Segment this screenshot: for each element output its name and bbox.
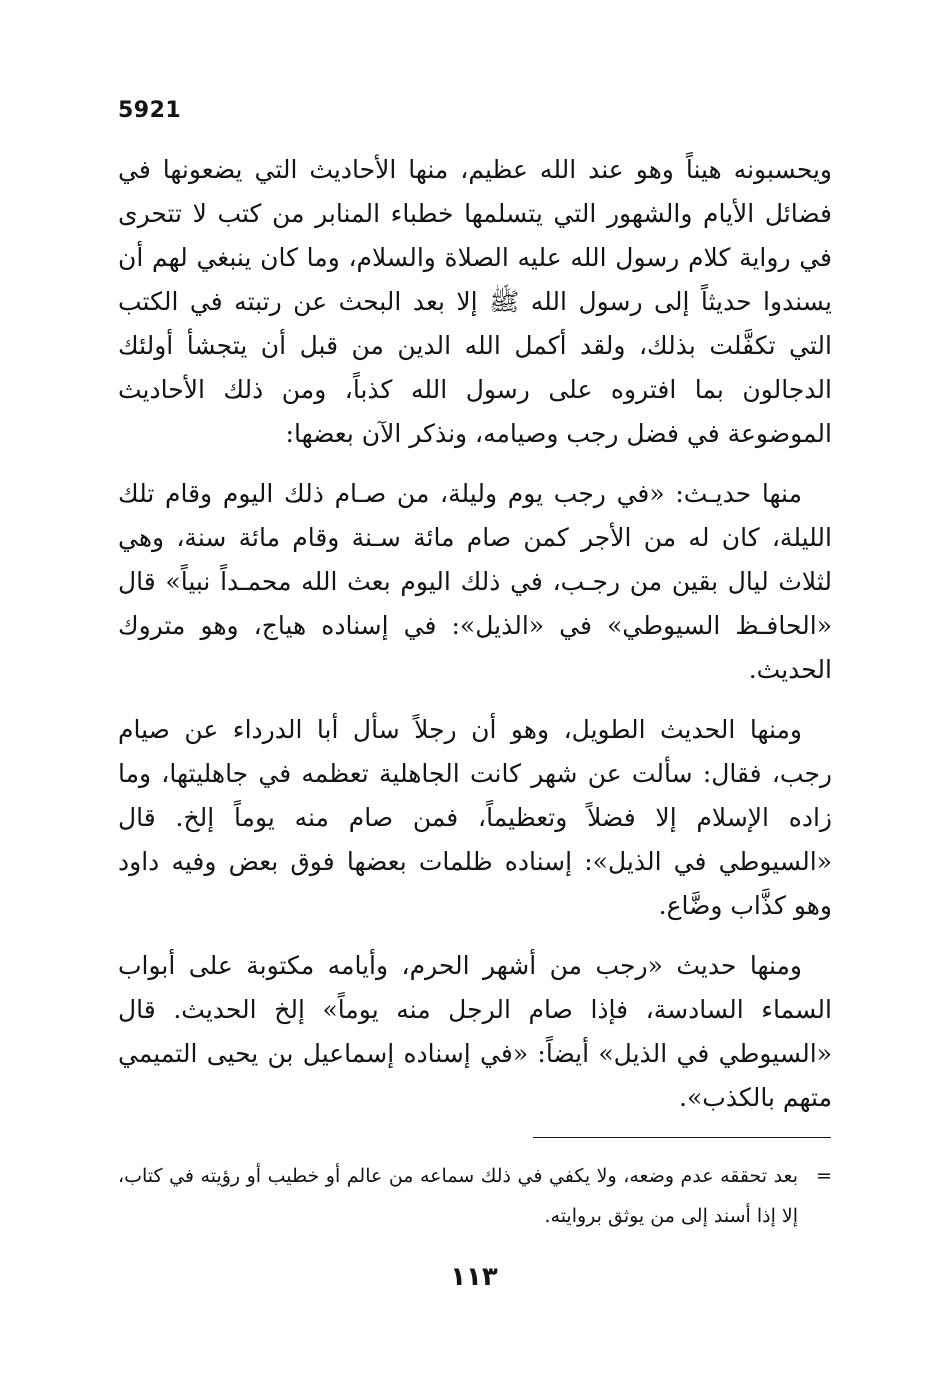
footnote [118, 1156, 832, 1236]
main-text [118, 148, 832, 1136]
paragraph-hadith-sacred-months: ومنها حديث «رجب من أشهر الحرم، وأيامه مكتوبة على أبواب السماء السادسة، فإذا صام الرجل منه يوماً» إلخ الحديث. قال «السيوطي في الذيل» أيضاً: «في إسناده إسماعيل بن يحيى التميمي متهم بالكذب». [118, 951, 832, 1112]
page-code: 5921 [118, 98, 182, 123]
paragraph-intro: ويحسبونه هيناً وهو عند الله عظيم، منها الأحاديث التي يضعونها في فضائل الأيام والشهور التي يتسلمها خطباء المنابر من كتب لا تتحرى في رواية كلام رسول الله عليه الصلاة والسلام، وما كان ينبغي لهم أن يسندوا حديثاً إلى رسول الله ﷺ إلا بعد البحث عن رتبته في الكتب التي تكفَّلت بذلك، ولقد أكمل الله الدين من قبل أن يتجشأ أولئك الدجالون بما افتروه على رسول الله كذباً، ومن ذلك الأحاديث الموضوعة في فضل رجب وصيامه، ونذكر الآن بعضها: [118, 155, 832, 448]
footnote-continuation-mark: = [816, 1165, 832, 1187]
paragraph-hadith-abu-darda: ومنها الحديث الطويل، وهو أن رجلاً سأل أبا الدرداء عن صيام رجب، فقال: سألت عن شهر كانت الجاهلية تعظمه في جاهليتها، وما زاده الإسلام إلا فضلاً وتعظيماً، فمن صام منه يوماً إلخ. قال «السيوطي في الذيل»: إسناده ظلمات بعضها فوق بعض وفيه داود وهو كذَّاب وضَّاع. [118, 715, 832, 920]
page-number: ١١٣ [450, 1262, 498, 1292]
footnote-divider [533, 1137, 831, 1138]
paragraph-hadith-rajab-day-night: منها حديـث: «في رجب يوم وليلة، من صـام ذلك اليوم وقام تلك الليلة، كان له من الأجر كمن صام مائة سـنة وقام مائة سنة، وهي لثلاث ليال بقين من رجـب، في ذلك اليوم بعث الله محمـداً نبياً» قال «الحافـظ السيوطي» في «الذيل»: في إسناده هياج، وهو متروك الحديث. [118, 479, 832, 684]
footnote-text: بعد تحققه عدم وضعه، ولا يكفي في ذلك سماعه من عالم أو خطيب أو رؤيته في كتاب، إلا إذا أسند إلى من يوثق بروايته. [118, 1165, 798, 1227]
